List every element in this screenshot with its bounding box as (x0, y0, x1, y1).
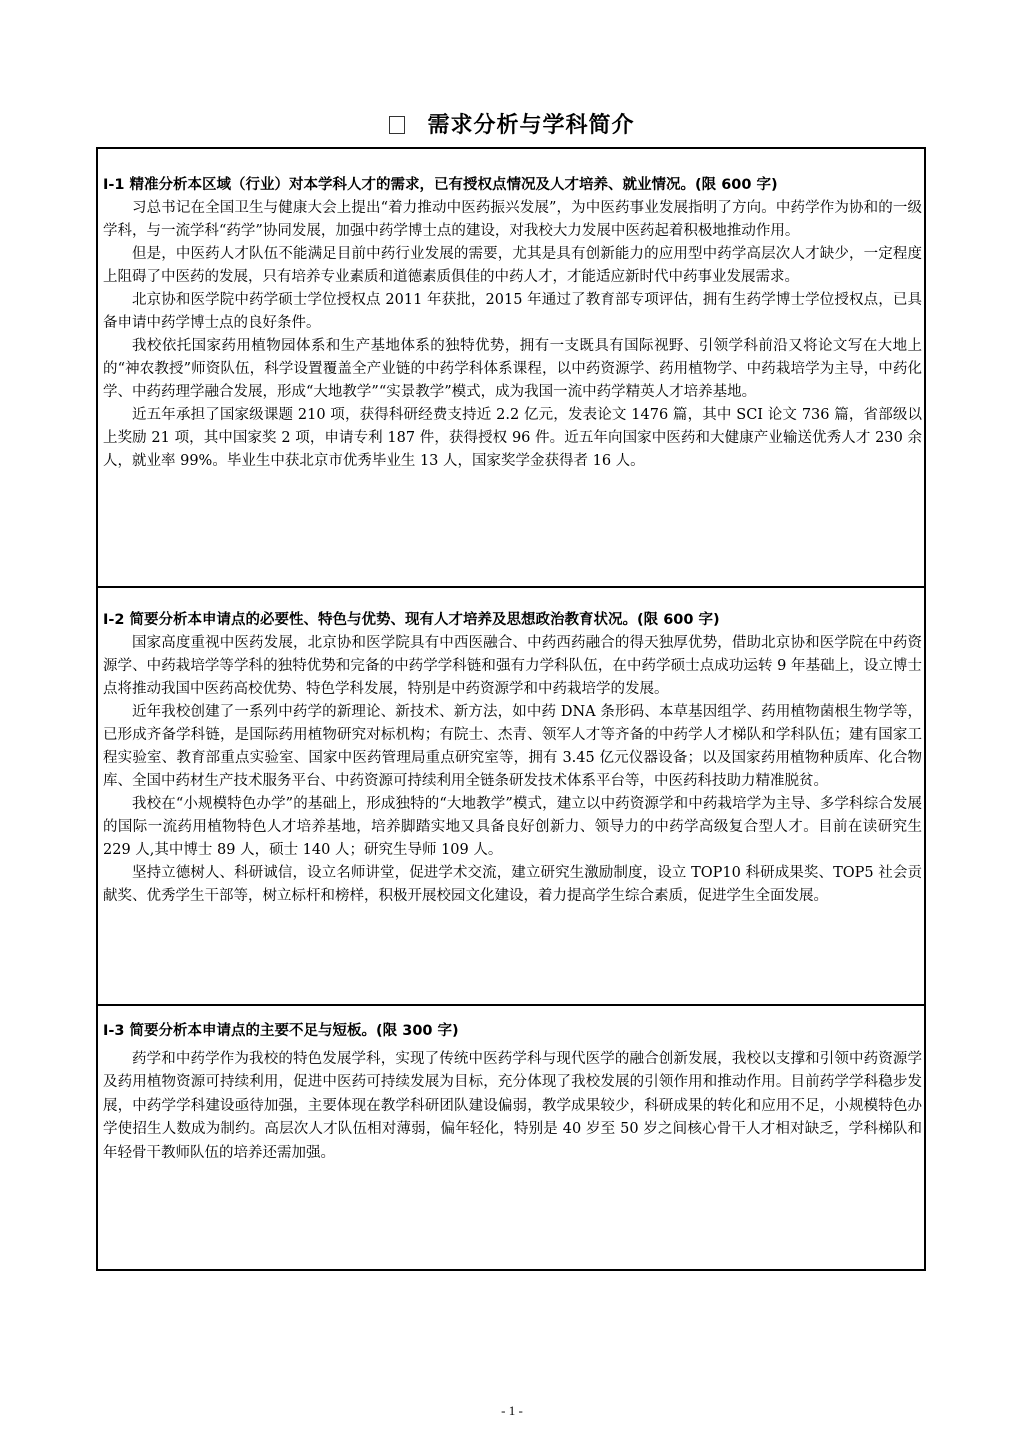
paragraph: 国家高度重视中医药发展，北京协和医学院具有中西医融合、中药西药融合的得天独厚优势，借助北京协和医学院在中药资源学、中药栽培学等学科的独特优势和完备的中药学学科链和强有力学科队伍，在中药学硕士点成功运转 9 年基础上，设立博士点将推动我国中医药高校优势、特色学科发展，特别是中药资源学和中药栽培学的发展。 (103, 635, 922, 697)
section-heading: I-3 简要分析本申请点的主要不足与短板。(限 300 字) (103, 1023, 459, 1039)
section-i-3 (98, 1006, 924, 1269)
paragraph: 习总书记在全国卫生与健康大会上提出“着力推动中医药振兴发展”，为中医药事业发展指明了方向。中药学作为协和的一级学科，与一流学科“药学”协同发展，加强中药学博士点的建设，对我校大力发展中医药起着积极地推动作用。 (103, 200, 922, 239)
paragraph: 药学和中药学作为我校的特色发展学科，实现了传统中医药学科与现代医学的融合创新发展，我校以支撑和引领中药资源学及药用植物资源可持续利用，促进中医药可持续发展为目标，充分体现了我校发展的引领作用和推动作用。目前药学学科稳步发展，中药学学科建设亟待加强，主要体现在教学科研团队建设偏弱，教学成果较少，科研成果的转化和应用不足，小规模特色办学使招生人数成为制约。高层次人才队伍相对薄弱，偏年轻化，特别是 40 岁至 50 岁之间核心骨干人才相对缺乏，学科梯队和年轻骨干教师队伍的培养还需加强。 (103, 1051, 922, 1161)
section-heading: I-2 简要分析本申请点的必要性、特色与优势、现有人才培养及思想政治教育状况。(限 600 字) (103, 612, 720, 628)
page-number: - 1 - (501, 1403, 523, 1418)
paragraph: 北京协和医学院中药学硕士学位授权点 2011 年获批，2015 年通过了教育部专项评估，拥有生药学博士学位授权点，已具备申请中药学博士点的良好条件。 (103, 292, 922, 331)
paragraph: 近年我校创建了一系列中药学的新理论、新技术、新方法，如中药 DNA 条形码、本草基因组学、药用植物菌根生物学等，已形成齐备学科链，是国际药用植物研究对标机构；有院士、杰青、领军人才等齐备的中药学人才梯队和学科队伍；建有国家工程实验室、教育部重点实验室、国家中医药管理局重点研究室等，拥有 3.45 亿元仪器设备；以及国家药用植物种质库、化合物库、全国中药材生产技术服务平台、中药资源可持续利用全链条研发技术体系平台等，中医药科技助力精准脱贫。 (103, 704, 922, 789)
paragraph: 坚持立德树人、科研诚信，设立名师讲堂，促进学术交流，建立研究生激励制度，设立 TOP10 科研成果奖、TOP5 社会贡献奖、优秀学生干部等，树立标杆和榜样，积极开展校园文化建设，着力提高学生综合素质，促进学生全面发展。 (103, 865, 922, 904)
paragraph: 我校在“小规模特色办学”的基础上，形成独特的“大地教学”模式，建立以中药资源学和中药栽培学为主导、多学科综合发展的国际一流药用植物特色人才培养基地，培养脚踏实地又具备良好创新力、领导力的中药学高级复合型人才。目前在读研究生 229 人,其中博士 89 人，硕士 140 人；研究生导师 109 人。 (103, 796, 922, 858)
content-frame (96, 147, 926, 1271)
paragraph: 我校依托国家药用植物园体系和生产基地体系的独特优势，拥有一支既具有国际视野、引领学科前沿又将论文写在大地上的“神农教授”师资队伍，科学设置覆盖全产业链的中药学科体系课程，以中药资源学、药用植物学、中药栽培学为主导，中药化学、中药药理学融合发展，形成“大地教学”“实景教学”模式，成为我国一流中药学精英人才培养基地。 (103, 338, 922, 400)
page-title-text: 需求分析与学科简介 (427, 113, 635, 138)
section-i-1 (98, 149, 924, 588)
page-title (0, 108, 1024, 139)
paragraph: 但是，中医药人才队伍不能满足目前中药行业发展的需要，尤其是具有创新能力的应用型中药学高层次人才缺少，一定程度上阻碍了中医药的发展，只有培养专业素质和道德素质俱佳的中药人才，才能适应新时代中药事业发展需求。 (103, 246, 922, 285)
section-i-2 (98, 588, 924, 1006)
checkbox-square-icon (389, 116, 405, 134)
section-heading: I-1 精准分析本区域（行业）对本学科人才的需求，已有授权点情况及人才培养、就业情况。(限 600 字) (103, 177, 778, 193)
paragraph: 近五年承担了国家级课题 210 项，获得科研经费支持近 2.2 亿元，发表论文 1476 篇，其中 SCI 论文 736 篇，省部级以上奖励 21 项，其中国家奖 2 项，申请专利 187 件，获得授权 96 件。近五年向国家中医药和大健康产业输送优秀人才 230 余人，就业率 99%。毕业生中获北京市优秀毕业生 13 人，国家奖学金获得者 16 人。 (103, 407, 922, 469)
